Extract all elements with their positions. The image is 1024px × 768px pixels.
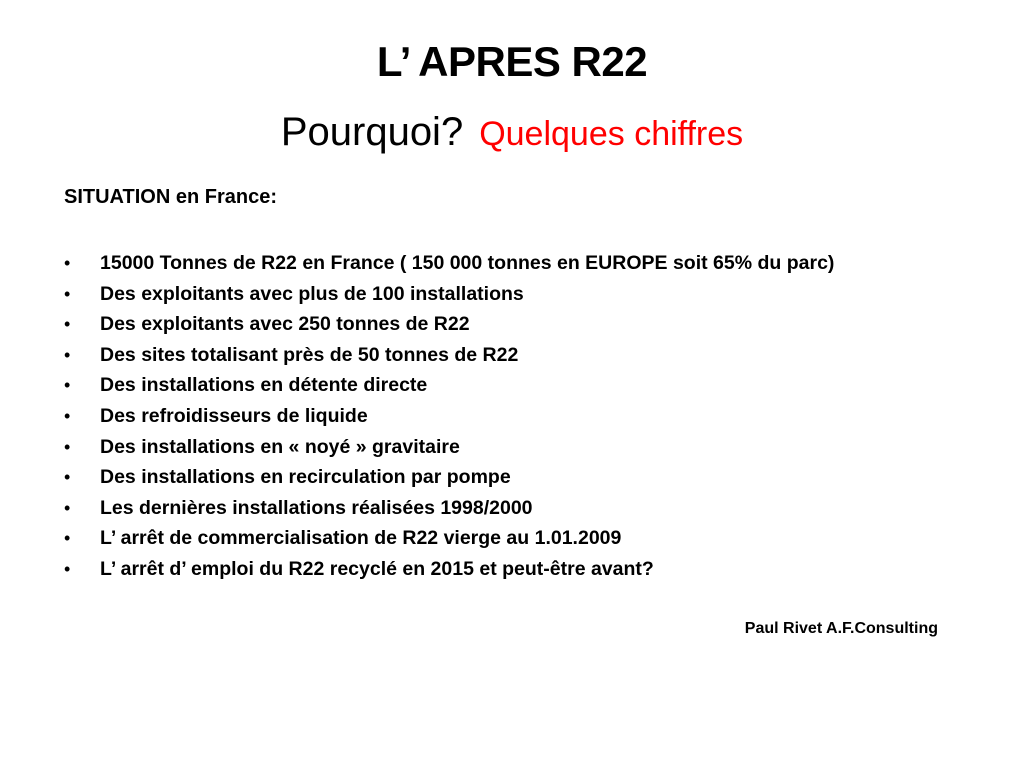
list-item-text: Des exploitants avec plus de 100 installations: [100, 282, 524, 305]
bullet-icon: •: [64, 405, 71, 426]
section-heading: SITUATION en France:: [64, 186, 277, 208]
bullet-icon: •: [64, 314, 71, 335]
bullet-list: [64, 249, 964, 586]
bullet-icon: •: [64, 497, 71, 518]
bullet-icon: •: [64, 344, 71, 365]
list-item: [64, 494, 964, 525]
list-item: [64, 310, 964, 341]
bullet-icon: •: [64, 253, 71, 273]
slide-title: L’ APRES R22: [376, 38, 648, 85]
list-item: [64, 463, 964, 494]
slide-subtitle-line: [0, 106, 1024, 160]
list-item-text: 15000 Tonnes de R22 en France ( 150 000 tonnes en EUROPE soit 65% du parc): [100, 252, 835, 274]
list-item: [64, 371, 964, 402]
list-item-text: L’ arrêt de commercialisation de R22 vierge au 1.01.2009: [100, 527, 622, 550]
list-item-text: Les dernières installations réalisées 1998/2000: [100, 496, 533, 519]
list-item: [64, 555, 964, 586]
list-item: [64, 524, 964, 555]
list-item: [64, 341, 964, 372]
list-item-text: L’ arrêt d’ emploi du R22 recyclé en 2015 et peut-être avant?: [100, 557, 654, 580]
list-item-text: Des installations en « noyé » gravitaire: [100, 435, 460, 458]
bullet-icon: •: [64, 375, 71, 396]
list-item-text: Des installations en détente directe: [100, 374, 428, 397]
slide-subtitle-highlight: Quelques chiffres: [479, 115, 744, 153]
bullet-icon: •: [64, 528, 71, 549]
list-item-text: Des installations en recirculation par pompe: [100, 466, 511, 489]
list-item: [64, 280, 964, 311]
list-item-text: Des sites totalisant près de 50 tonnes de R22: [100, 343, 519, 366]
list-item-text: Des exploitants avec 250 tonnes de R22: [100, 313, 470, 336]
bullet-icon: •: [64, 467, 71, 488]
bullet-icon: •: [64, 436, 71, 457]
list-item: [64, 402, 964, 433]
bullet-icon: •: [64, 558, 71, 579]
bullet-icon: •: [64, 283, 71, 304]
list-item: [64, 249, 964, 280]
slide-subtitle: Pourquoi?: [280, 110, 464, 154]
list-item-text: Des refroidisseurs de liquide: [100, 404, 368, 427]
list-item: [64, 433, 964, 464]
footer-credit: Paul Rivet A.F.Consulting: [744, 620, 938, 637]
